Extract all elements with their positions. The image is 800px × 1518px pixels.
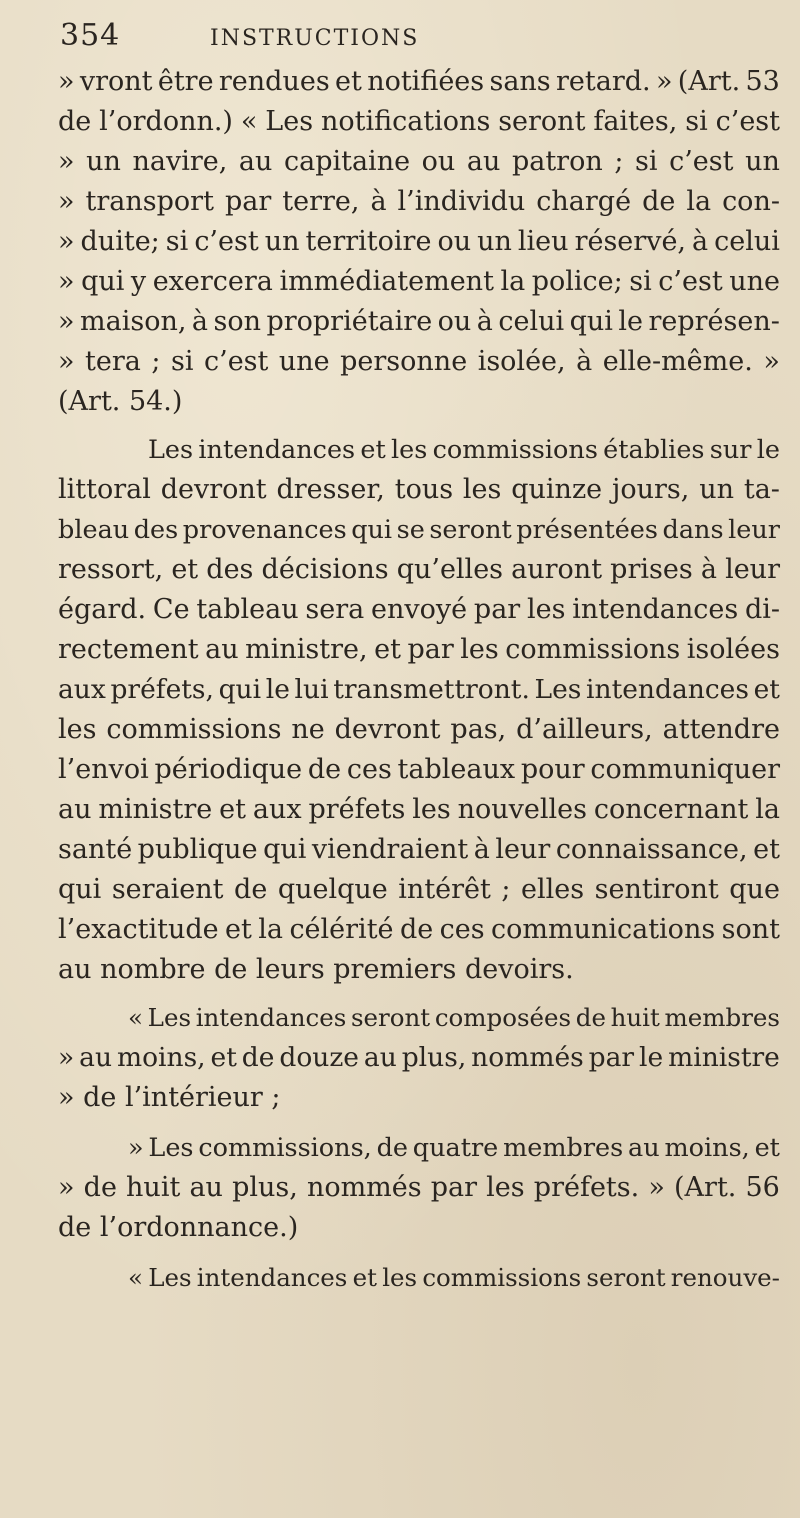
text-line: les commissions ne devront pas, d’ailleurs, attendre (58, 714, 780, 745)
text-line: » qui y exercera immédiatement la police; si c’est une (58, 266, 780, 297)
text-line: au ministre et aux préfets les nouvelles concernant la (58, 794, 780, 825)
text-line: » de huit au plus, nommés par les préfets. » (Art. 56 (58, 1172, 780, 1203)
text-line: « Les intendances et les commissions seront renouve- (128, 1263, 780, 1292)
text-line: de l’ordonnance.) (58, 1212, 299, 1243)
text-line: rectement au ministre, et par les commissions isolées (58, 634, 780, 665)
paragraph-2 (58, 430, 780, 990)
text-line: » Les commissions, de quatre membres au moins, et (128, 1133, 780, 1163)
text-line: littoral devront dresser, tous les quinze jours, un ta- (58, 474, 780, 505)
text-line: égard. Ce tableau sera envoyé par les intendances di- (58, 594, 780, 625)
text-line: » un navire, au capitaine ou au patron ; si c’est un (58, 146, 780, 177)
text-line: aux préfets, qui le lui transmettront. Les intendances et (58, 674, 780, 705)
text-line: » de l’intérieur ; (58, 1082, 281, 1113)
text-line: de l’ordonn.) « Les notifications seront faites, si c’est (58, 106, 780, 137)
body-text (58, 62, 780, 1298)
text-line: qui seraient de quelque intérêt ; elles sentiront que (58, 874, 780, 905)
text-line: « Les intendances seront composées de huit membres (128, 1003, 780, 1032)
paragraph-3 (58, 998, 780, 1118)
text-line: » au moins, et de douze au plus, nommés par le ministre (58, 1042, 780, 1073)
running-head: INSTRUCTIONS (210, 26, 420, 51)
page-number: 354 (60, 18, 121, 53)
text-line: santé publique qui viendraient à leur connaissance, et (58, 834, 780, 865)
paragraph-5 (58, 1258, 780, 1298)
text-line: au nombre de leurs premiers devoirs. (58, 954, 574, 985)
text-line: » tera ; si c’est une personne isolée, à elle-même. » (58, 346, 780, 377)
text-line: » duite; si c’est un territoire ou un lieu réservé, à celui (58, 226, 780, 257)
text-line: l’exactitude et la célérité de ces communications sont (58, 914, 780, 945)
paragraph-4 (58, 1128, 780, 1248)
text-line: (Art. 54.) (58, 386, 183, 417)
paragraph-1 (58, 62, 780, 422)
text-line: » vront être rendues et notifiées sans retard. » (Art. 53 (58, 66, 780, 97)
text-line: » transport par terre, à l’individu chargé de la con- (58, 186, 780, 217)
text-line: ressort, et des décisions qu’elles auront prises à leur (58, 554, 780, 585)
text-line: l’envoi périodique de ces tableaux pour communiquer (58, 754, 780, 785)
text-line: bleau des provenances qui se seront présentées dans leur (58, 515, 780, 545)
text-line: Les intendances et les commissions établies sur le (148, 435, 780, 465)
text-line: » maison, à son propriétaire ou à celui qui le représen- (58, 306, 780, 337)
page-header (0, 18, 800, 58)
